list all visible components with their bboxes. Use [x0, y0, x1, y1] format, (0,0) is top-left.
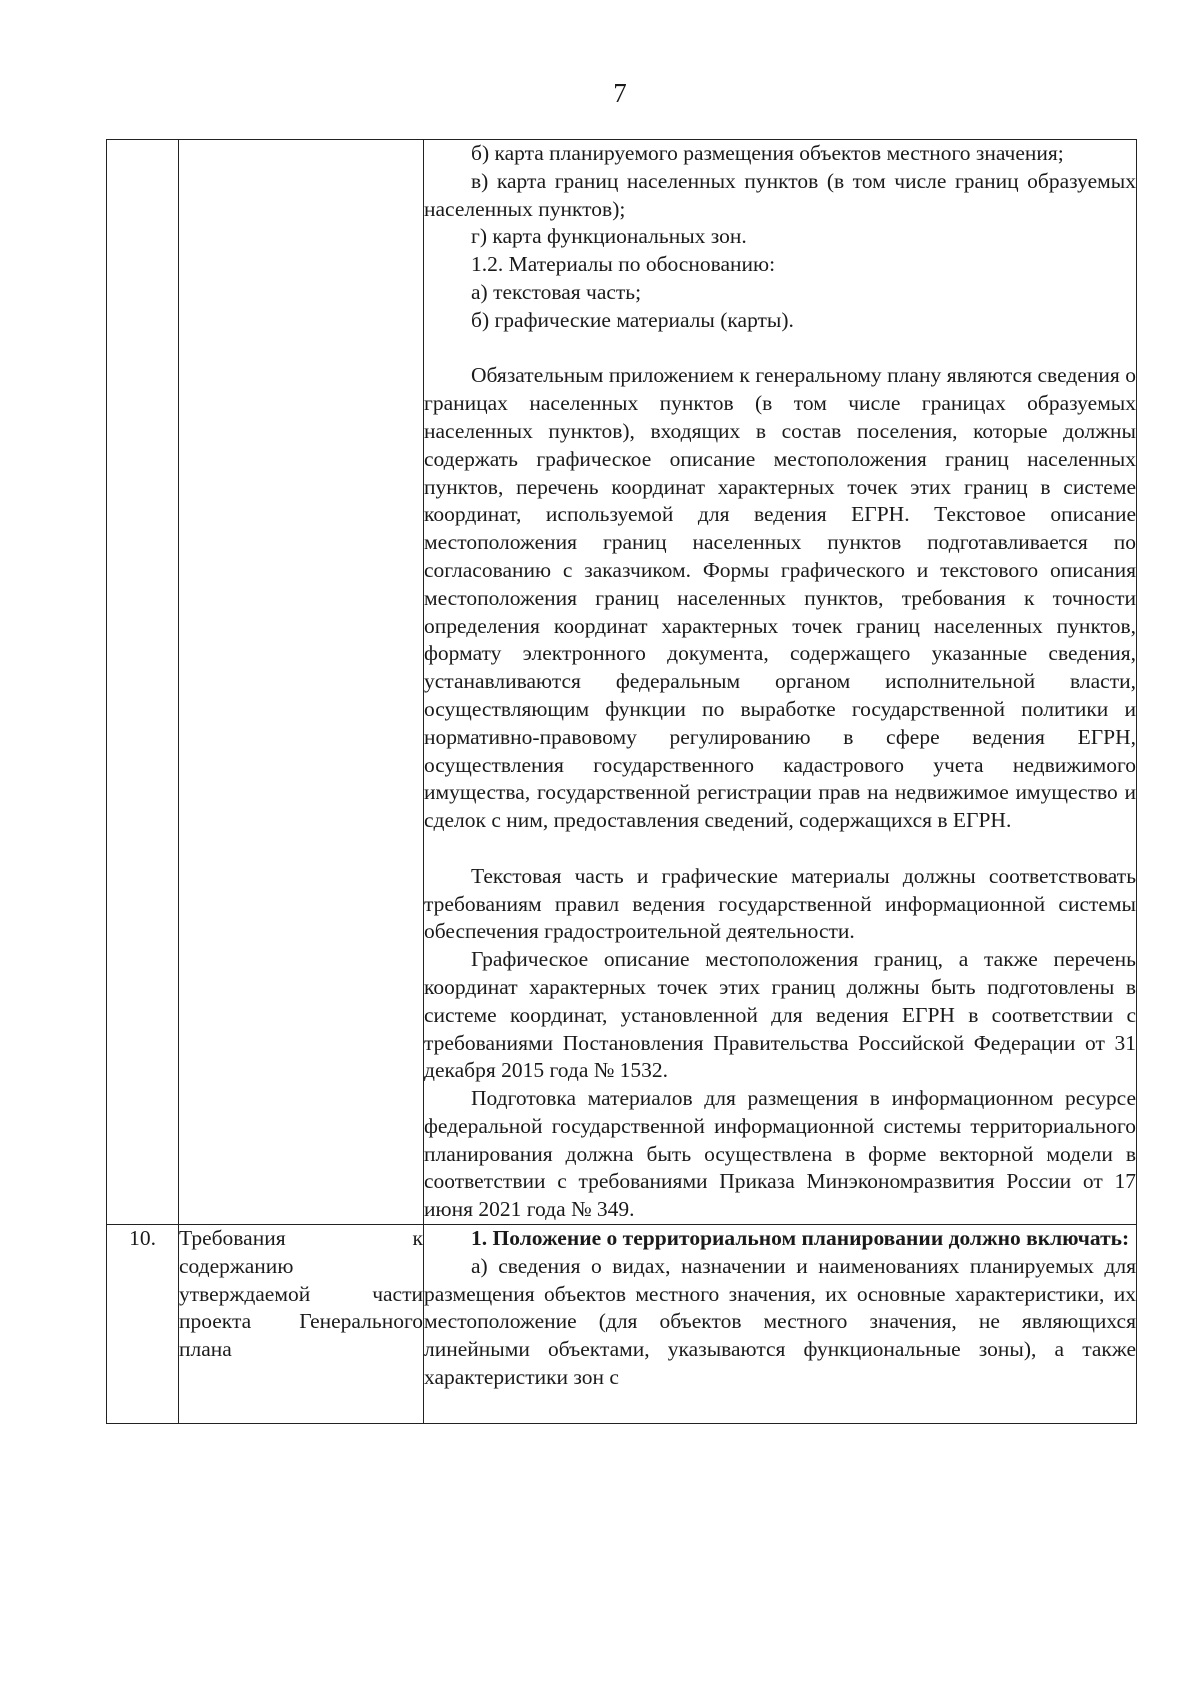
- content-paragraph: г) карта функциональных зон.: [471, 224, 747, 249]
- paragraph-gap: [424, 335, 1136, 363]
- row-number-cell: 10.: [107, 1225, 179, 1424]
- content-paragraph: а) текстовая часть;: [471, 279, 642, 304]
- content-paragraph: б) графические материалы (карты).: [471, 307, 794, 332]
- content-paragraph: Графическое описание местоположения границ, а также перечень координат характерных точек этих границ должны быть подготовлены в системе координат, установленной для ведения ЕГРН в соответствии с требованиями Постановления Правительства Российской Федерации от 31 декабря 2015 года № 1532.: [424, 947, 1136, 1083]
- content-paragraph: в) карта границ населенных пунктов (в том числе границ образуемых населенных пунктов);: [424, 168, 1136, 221]
- table-row: [107, 1225, 1137, 1424]
- row-number-cell: [107, 140, 179, 1225]
- content-paragraph: Подготовка материалов для размещения в информационном ресурсе федеральной государственной информационной системы территориального планирования должна быть осуществлена в форме векторной модели в соответствии с требованиями Приказа Минэкономразвития России от 17 июня 2021 года № 349.: [424, 1086, 1136, 1222]
- requirement-content-cell: [424, 1225, 1137, 1424]
- requirement-name-cell: [179, 140, 424, 1225]
- requirement-name-first-line: [179, 1225, 423, 1253]
- content-paragraph: Обязательным приложением к генеральному плану являются сведения о границах населенных пунктов (в том числе границах образуемых населенных пунктов), входящих в состав поселения, которые должны содержать графическое описание местоположения границ населенных пунктов, перечень координат характерных точек этих границ в системе координат, используемой для ведения ЕГРН. Текстовое описание местоположения границ населенных пунктов подготавливается по согласованию с заказчиком. Формы графического и текстового описания местоположения границ населенных пунктов, требования к точности определения координат характерных точек границ населенных пунктов, формату электронного документа, содержащего указанные сведения, устанавливаются федеральным органом исполнительной власти, осуществляющим функции по выработке государственной политики и нормативно-правовому регулированию в сфере ведения ЕГРН, осуществления государственного кадастрового учета недвижимого имущества, государственной регистрации прав на недвижимое имущество и сделок с ним, предоставления сведений, содержащихся в ЕГРН.: [424, 363, 1136, 833]
- requirement-name-word: к: [412, 1226, 423, 1251]
- section-heading: 1. Положение о территориальном планировании должно включать:: [471, 1226, 1130, 1251]
- table-row: [107, 140, 1137, 1225]
- requirement-name-cell: [179, 1225, 424, 1424]
- page-number: 7: [613, 78, 627, 108]
- content-paragraph: Текстовая часть и графические материалы должны соответствовать требованиям правил ведения государственной информационной системы обеспечения градостроительной деятельности.: [424, 863, 1136, 944]
- requirement-name-word: Требования: [179, 1226, 286, 1251]
- content-clip: [424, 1225, 1136, 1423]
- content-paragraph: б) карта планируемого размещения объектов местного значения;: [471, 141, 1064, 165]
- requirement-name-rest: содержанию утверждаемой части проекта Генерального плана: [179, 1253, 423, 1362]
- requirement-content-cell: [424, 140, 1137, 1225]
- content-paragraph: 1.2. Материалы по обоснованию:: [471, 252, 776, 277]
- content-paragraph: а) сведения о видах, назначении и наименованиях планируемых для размещения объектов местного значения, их основные характеристики, их местоположение (для объектов местного значения, не являющихся линейными объектами, указываются функциональные зоны), а также характеристики зон с: [424, 1253, 1136, 1390]
- document-table: [106, 139, 1137, 1424]
- paragraph-gap: [424, 835, 1136, 863]
